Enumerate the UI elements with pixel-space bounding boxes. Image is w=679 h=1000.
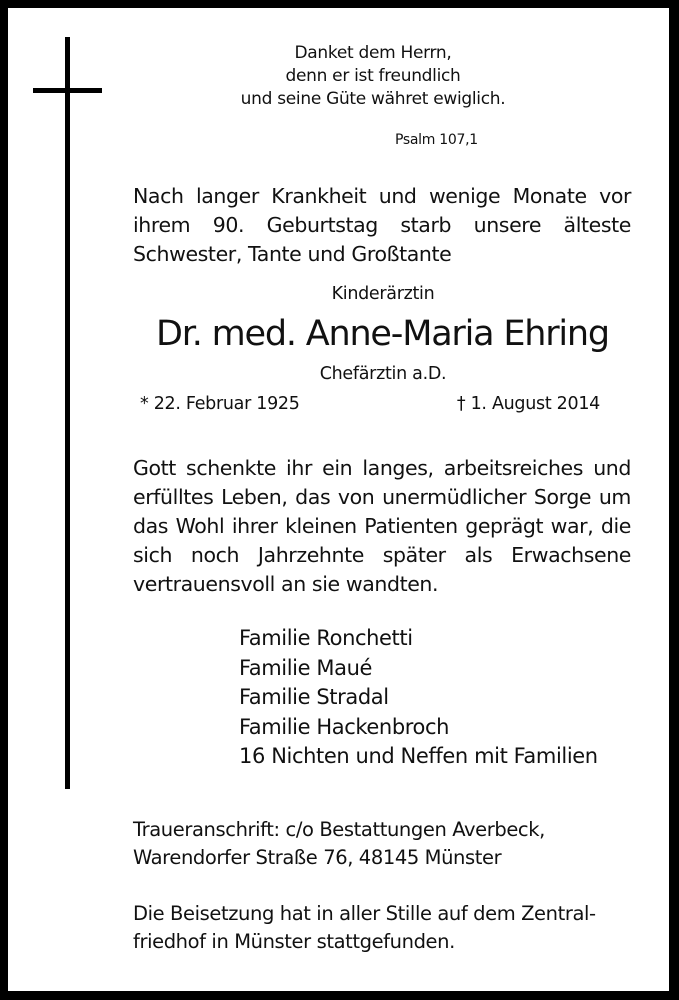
- former-title: Chefärztin a.D.: [319, 364, 447, 384]
- tribute-line: erfülltes Leben, das von unermüdlicher Sorge um: [133, 485, 631, 509]
- burial-line: friedhof in Münster stattgefunden.: [133, 930, 455, 953]
- cross-vertical-bar: [65, 37, 70, 789]
- birth-date: * 22. Februar 1925: [140, 394, 300, 414]
- profession: Kinderärztin: [331, 284, 435, 304]
- tribute-line: das Wohl ihrer kleinen Patienten geprägt war, die: [133, 514, 631, 538]
- mourners-list: [239, 624, 598, 772]
- cross-horizontal-bar: [33, 88, 102, 93]
- verse-line: Danket dem Herrn,: [294, 43, 452, 63]
- intro-line: Nach langer Krankheit und wenige Monate vor: [133, 184, 631, 208]
- verse-line: denn er ist freundlich: [285, 66, 461, 86]
- mourner: Familie Stradal: [239, 685, 389, 709]
- tribute-line: Gott schenkte ihr ein langes, arbeitsreiches und: [133, 456, 631, 480]
- verse-reference: Psalm 107,1: [395, 132, 478, 148]
- verse-line: und seine Güte währet ewiglich.: [240, 89, 506, 109]
- tribute-line: sich noch Jahrzehnte später als Erwachsene: [133, 543, 631, 567]
- address-line: Traueranschrift: c/o Bestattungen Averbeck,: [133, 818, 545, 841]
- tribute-line: vertrauensvoll an sie wandten.: [133, 572, 439, 596]
- obituary-notice: [8, 8, 669, 991]
- intro-paragraph: [133, 182, 631, 269]
- burial-note: [133, 900, 631, 956]
- mourner: 16 Nichten und Neffen mit Familien: [239, 744, 598, 768]
- address-line: Warendorfer Straße 76, 48145 Münster: [133, 846, 502, 869]
- bible-verse: [208, 42, 538, 111]
- condolence-address: [133, 816, 545, 872]
- mourner: Familie Maué: [239, 655, 372, 680]
- death-date: † 1. August 2014: [456, 394, 600, 414]
- burial-line: Die Beisetzung hat in aller Stille auf dem Zentral-: [133, 902, 596, 925]
- intro-line: Schwester, Tante und Großtante: [133, 242, 452, 266]
- tribute-paragraph: [133, 454, 631, 599]
- mourner: Familie Hackenbroch: [239, 714, 450, 739]
- deceased-name: Dr. med. Anne-Maria Ehring: [156, 314, 609, 354]
- mourner: Familie Ronchetti: [239, 626, 413, 650]
- intro-line: ihrem 90. Geburtstag starb unsere älteste: [133, 213, 631, 237]
